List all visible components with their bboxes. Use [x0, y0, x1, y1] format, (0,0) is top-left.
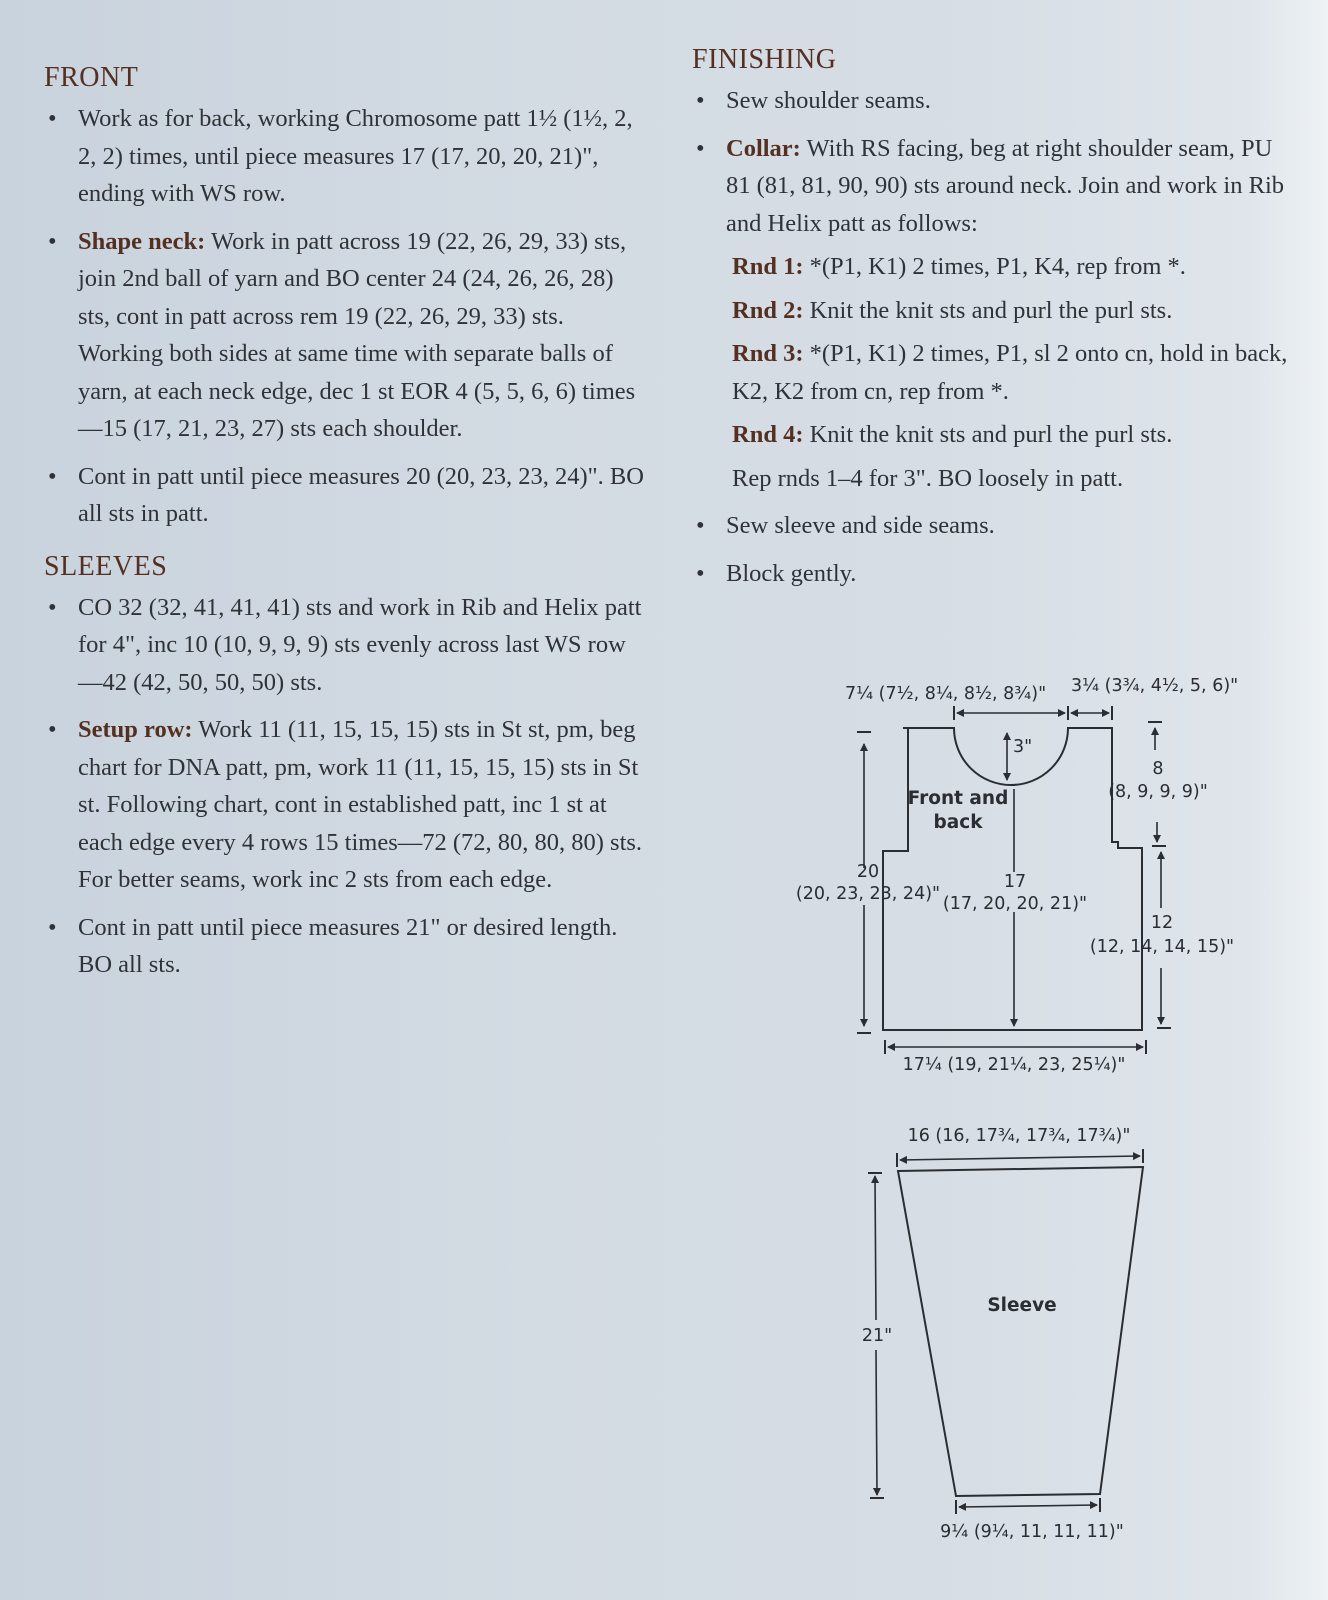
repeat-rounds: Rep rnds 1–4 for 3". BO loosely in patt. — [732, 464, 1124, 492]
rnd-1-label: Rnd 1: — [732, 253, 804, 280]
neck-depth-label: 3" — [1013, 737, 1033, 757]
length-num: 20 — [856, 862, 880, 882]
length-sizes: (20, 23, 23, 24)" — [795, 884, 941, 904]
body-title-2: back — [933, 812, 983, 833]
setup-row-label: Setup row: — [78, 716, 193, 743]
sleeve-top-label: 16 (16, 17¾, 17¾, 17¾)" — [907, 1126, 1131, 1146]
body-num: 17 — [1003, 872, 1027, 892]
sleeve-outline — [898, 1167, 1143, 1496]
rnd-4-label: Rnd 4: — [732, 421, 804, 448]
body-sizes: (17, 20, 20, 21)" — [942, 894, 1088, 914]
sleeve-top-arrow — [900, 1156, 1140, 1160]
setup-row-text: Work 11 (11, 15, 15, 15) sts in St st, pm, beg chart for DNA patt, pm, work 11 (11, 15, 15, 15) sts in St st. Following chart, cont in established patt, inc 1 st at each edge every 4 rows 15 times—72 (72, 80, 80, 80) sts. For better seams, work inc 2 sts from each edge. — [78, 716, 643, 893]
sleeves-step-1: • CO 32 (32, 41, 41, 41) sts and work in Rib and Helix patt for 4", inc 10 (10, 9, 9, 9) sts evenly across last WS row—42 (42, 50, 50, 50) sts. — [44, 589, 644, 702]
rnd-1-text: *(P1, K1) 2 times, P1, K4, rep from *. — [803, 253, 1186, 280]
rnd-2-text: Knit the knit sts and purl the purl sts. — [803, 296, 1173, 324]
sleeve-length-arrow-top — [875, 1176, 876, 1320]
width-label: 17¼ (19, 21¼, 23, 25¼)" — [902, 1055, 1126, 1075]
shape-neck-label: Shape neck: — [78, 227, 206, 255]
collar-label: Collar: — [726, 134, 801, 162]
neck-width-label: 3¼ (3¾, 4½, 5, 6)" — [1071, 676, 1239, 696]
body-labels — [796, 676, 1238, 1075]
shoulder-label: 7¼ (7½, 8¼, 8½, 8¾)" — [845, 684, 1047, 704]
rnd-4-text: Knit the knit sts and purl the purl sts. — [803, 421, 1173, 448]
sleeve-schematic — [868, 1149, 1143, 1514]
sleeve-length-arrow-bottom — [876, 1350, 877, 1495]
side-num: 12 — [1150, 913, 1174, 933]
shape-neck-text: Work in patt across 19 (22, 26, 29, 33) sts, join 2nd ball of yarn and BO center 24 (24, 26, 26, 28) sts, cont in patt across rem 19 (22, 26, 29, 33) sts. Working both sides at same time with separate balls of yarn, at each neck edge, dec 1 st EOR 4 (5, 5, 6, 6) times—15 (17, 21, 23, 27) sts each shoulder. — [78, 227, 636, 442]
collar-text: With RS facing, beg at right shoulder seam, PU 81 (81, 81, 90, 90) sts around neck. Join and work in Rib and Helix patt as follows: — [726, 134, 1284, 237]
armhole-num: 8 — [1152, 759, 1164, 779]
finishing-step-3: • Sew sleeve and side seams. — [692, 507, 1292, 545]
finishing-step-1: • Sew shoulder seams. — [692, 82, 1292, 120]
rnd-2-label: Rnd 2: — [732, 296, 804, 324]
side-sizes: (12, 14, 14, 15)" — [1089, 937, 1235, 957]
sleeve-labels — [862, 1126, 1131, 1542]
sleeve-length-label: 21" — [861, 1326, 893, 1346]
front-heading: FRONT — [44, 62, 139, 93]
body-title-1: Front and — [907, 788, 1009, 809]
armhole-sizes: (8, 9, 9, 9)" — [1108, 782, 1208, 802]
sleeves-step-3: • Cont in patt until piece measures 21" or desired length. BO all sts. — [44, 909, 644, 984]
rnd-3-label: Rnd 3: — [732, 340, 804, 367]
sleeve-dimension-arrows — [875, 1156, 1140, 1507]
rnd-3-text: *(P1, K1) 2 times, P1, sl 2 onto cn, hold in back, K2, K2 from cn, rep from *. — [732, 340, 1288, 405]
sleeve-cuff-label: 9¼ (9¼, 11, 11, 11)" — [940, 1522, 1124, 1542]
sleeve-cuff-arrow — [959, 1505, 1097, 1507]
front-step-1: • Work as for back, working Chromosome patt 1½ (1½, 2, 2, 2) times, until piece measures 17 (17, 20, 20, 21)", ending with WS row. — [44, 100, 644, 213]
finishing-heading: FINISHING — [692, 44, 837, 75]
finishing-step-4: • Block gently. — [692, 555, 1292, 593]
sleeves-heading: SLEEVES — [44, 550, 168, 582]
front-step-3: • Cont in patt until piece measures 20 (20, 23, 23, 24)". BO all sts in patt. — [44, 458, 644, 533]
sleeve-title: Sleeve — [987, 1295, 1057, 1316]
